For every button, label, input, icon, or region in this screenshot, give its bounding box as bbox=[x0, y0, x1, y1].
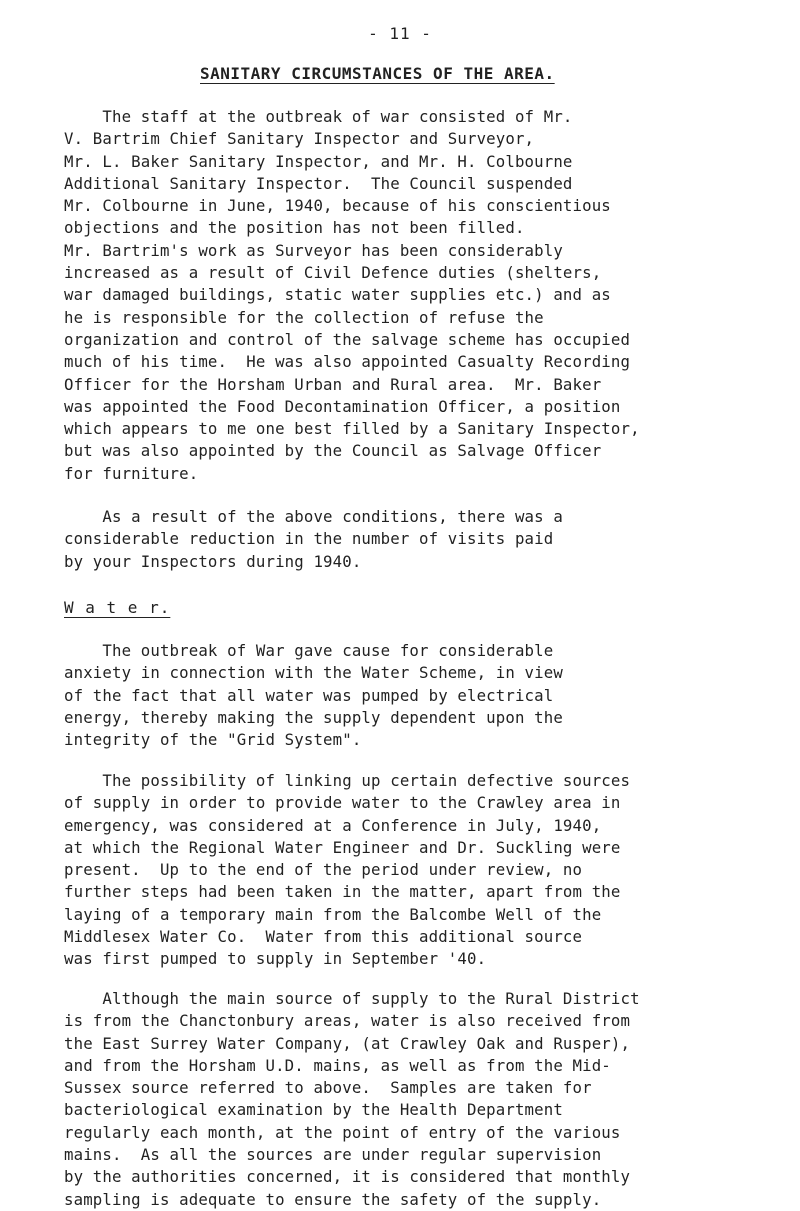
result-paragraph: As a result of the above conditions, there was a considerable reduction in the number of visits paid by your Inspectors during 1940. bbox=[64, 507, 563, 571]
water-paragraph-2: The possibility of linking up certain defective sources of supply in order to provide water to the Crawley area in emergency, was considered at a Conference in July, 1940, at which the Regional Water Engineer and Dr. Suckling were present. Up to the end of the period under review, no further steps had been taken in the matter, apart from the laying of a temporary main from the Balcombe Well of the Middlesex Water Co. Water from this additional source was first pumped to supply in September '40. bbox=[64, 771, 631, 969]
section-heading: SANITARY CIRCUMSTANCES OF THE AREA. bbox=[200, 64, 555, 83]
water-paragraph-3: Although the main source of supply to the Rural District is from the Chanctonbury areas, water is also received from the East Surrey Water Company, (at Crawley Oak and Rusper), and from the Horsham U.D. mains, as well as from the Mid- Sussex source referred to above. Samples are taken for bacteriological examination by the Health Department regularly each month, at the point of entry of the various mains. As all the sources are under regular supervision by the authorities concerned, it is considered that monthly sampling is adequate to ensure the safety of the supply. bbox=[64, 989, 640, 1209]
water-paragraph-1: The outbreak of War gave cause for considerable anxiety in connection with the Water Scheme, in view of the fact that all water was pumped by electrical energy, thereby making the supply dependent upon the integrity of the "Grid System". bbox=[64, 641, 563, 750]
page-number: - 11 - bbox=[368, 24, 432, 43]
water-section-label: W a t e r. bbox=[64, 598, 171, 617]
staff-paragraph: The staff at the outbreak of war consisted of Mr. V. Bartrim Chief Sanitary Inspector and Surveyor, Mr. L. Baker Sanitary Inspector, and Mr. H. Colbourne Additional Sanitary Inspector. The Council suspended Mr. Colbourne in June, 1940, because of his conscientious objections and the position has not been filled. Mr. Bartrim's work as Surveyor has been considerably increased as a result of Civil Defence duties (shelters, war damaged buildings, static water supplies etc.) and as he is responsible for the collection of refuse the organization and control of the salvage scheme has occupied much of his time. He was also appointed Casualty Recording Officer for the Horsham Urban and Rural area. Mr. Baker was appointed the Food Decontamination Officer, a position which appears to me one best filled by a Sanitary Inspector, but was also appointed by the Council as Salvage Officer for furniture. bbox=[64, 107, 640, 483]
